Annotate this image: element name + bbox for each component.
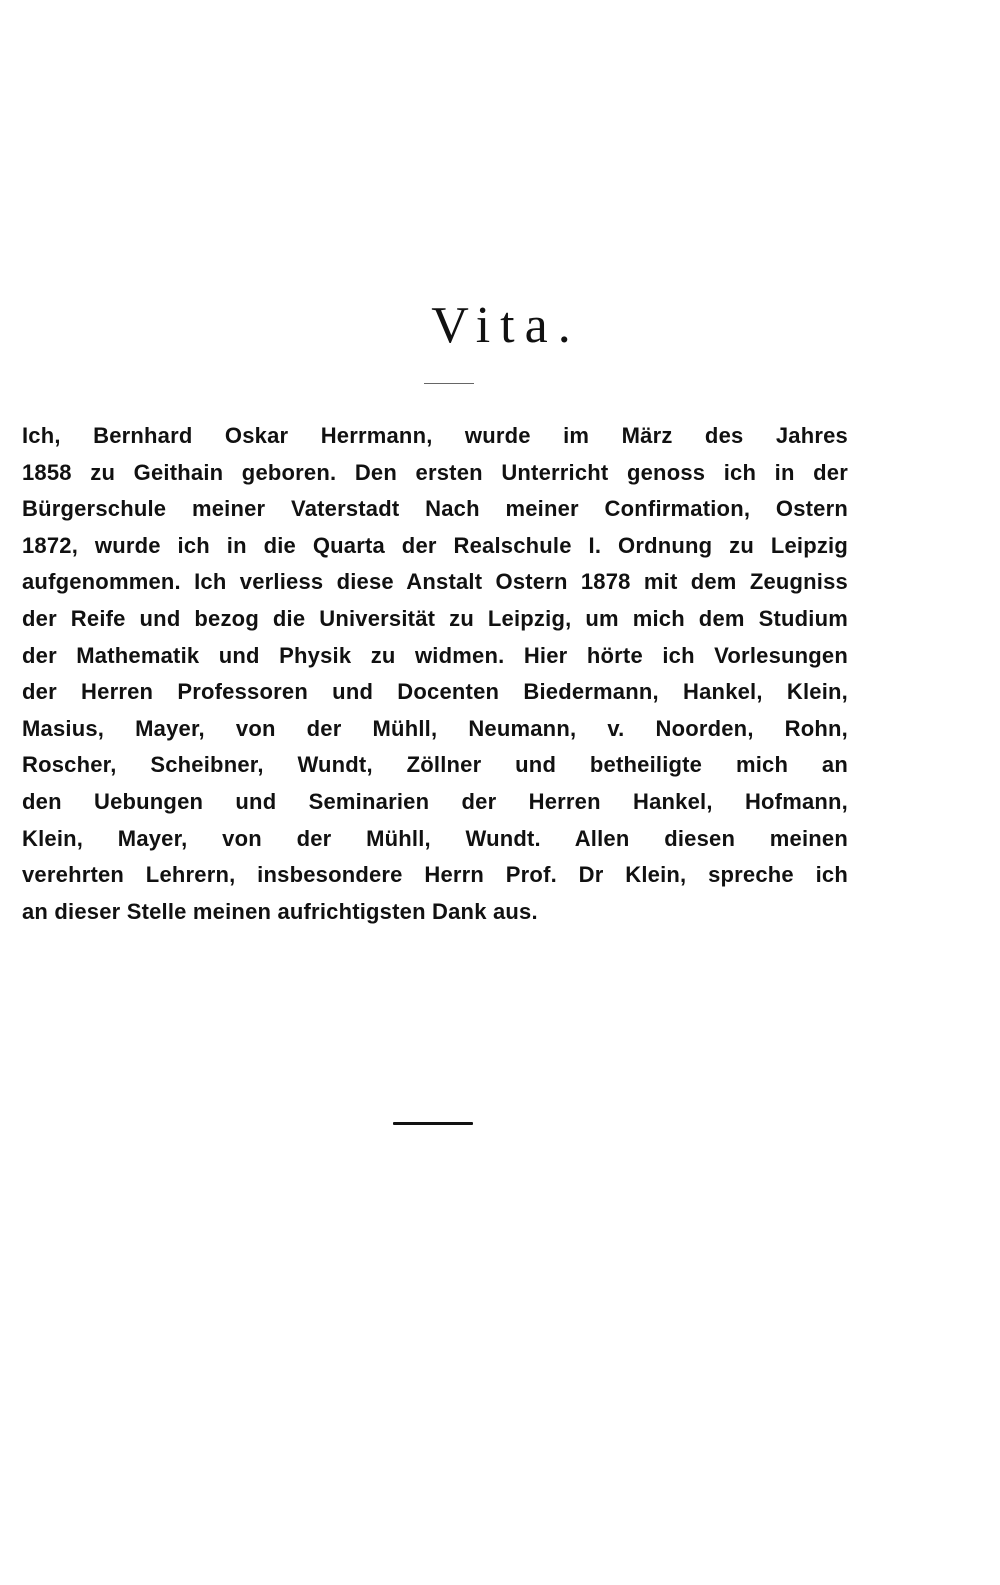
paragraph-line: der Herren Professoren und Docenten Biedermann, Hankel, Klein, [22, 679, 848, 705]
paragraph-line: Masius, Mayer, von der Mühll, Neumann, v. Noorden, Rohn, [22, 715, 848, 741]
title-divider [424, 383, 474, 384]
paragraph-line: Bürgerschule meiner Vaterstadt Nach meiner Confirmation, Ostern [22, 496, 848, 522]
paragraph-line: 1858 zu Geithain geboren. Den ersten Unterricht genoss ich in der [22, 459, 848, 485]
vita-paragraph [22, 418, 848, 930]
paragraph-line: Ich, Bernhard Oskar Herrmann, wurde im März des Jahres [22, 423, 848, 448]
paragraph-line: Roscher, Scheibner, Wundt, Zöllner und betheiligte mich an [22, 752, 848, 778]
page-title: Vita. [431, 297, 581, 354]
paragraph-line: der Mathematik und Physik zu widmen. Hier hörte ich Vorlesungen [22, 642, 848, 668]
paragraph-line: verehrten Lehrern, insbesondere Herrn Prof. Dr Klein, spreche ich [22, 862, 848, 888]
closing-divider [393, 1122, 473, 1125]
paragraph-line: der Reife und bezog die Universität zu Leipzig, um mich dem Studium [22, 605, 848, 631]
paragraph-line: aufgenommen. Ich verliess diese Anstalt Ostern 1878 mit dem Zeugniss [22, 569, 848, 595]
paragraph-line: den Uebungen und Seminarien der Herren Hankel, Hofmann, [22, 788, 848, 814]
paragraph-line: an dieser Stelle meinen aufrichtigsten Dank aus. [22, 898, 538, 924]
paragraph-line: 1872, wurde ich in die Quarta der Realschule I. Ordnung zu Leipzig [22, 532, 848, 558]
paragraph-line: Klein, Mayer, von der Mühll, Wundt. Allen diesen meinen [22, 825, 848, 851]
